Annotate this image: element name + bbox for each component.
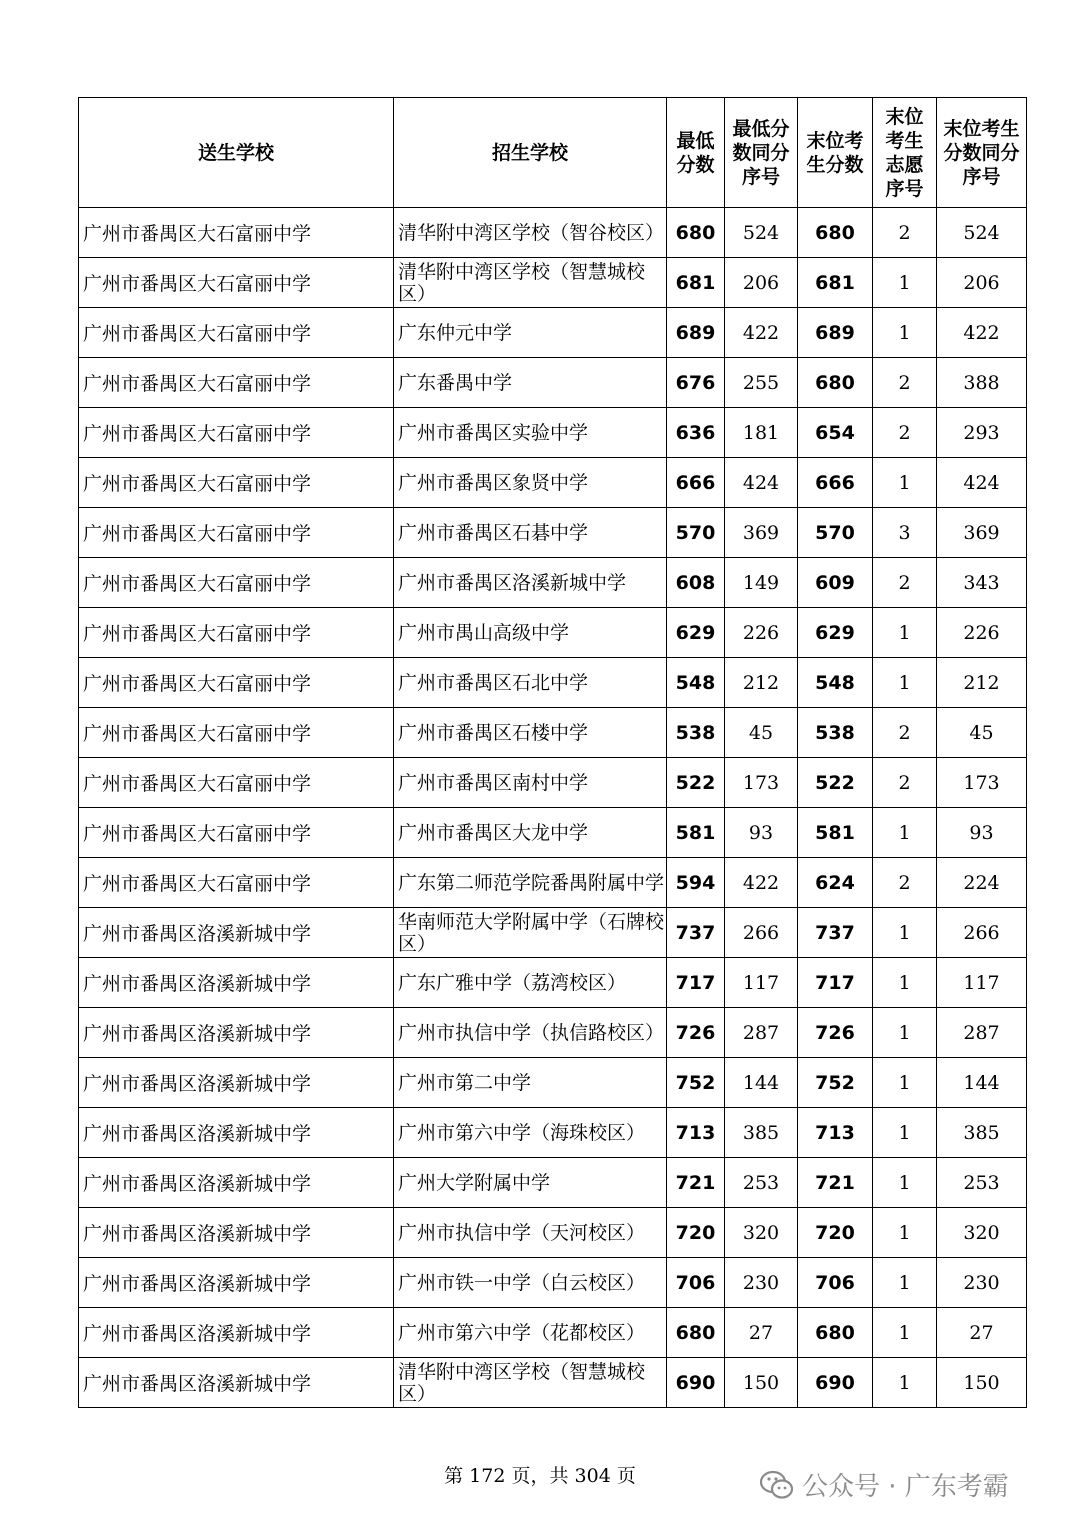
cell-last-score: 717 [798,958,873,1008]
table-row [79,358,1027,408]
cell-min-rank: 422 [725,308,798,358]
cell-admitting-school: 广州市执信中学（执信路校区） [394,1008,667,1058]
cell-last-rank: 343 [937,558,1027,608]
cell-sender-school: 广州市番禺区大石富丽中学 [79,658,394,708]
cell-sender-school: 广州市番禺区大石富丽中学 [79,608,394,658]
cell-min-rank: 230 [725,1258,798,1308]
cell-admitting-school: 广东广雅中学（荔湾校区） [394,958,667,1008]
cell-sender-school: 广州市番禺区大石富丽中学 [79,458,394,508]
cell-last-score: 570 [798,508,873,558]
table-row [79,1108,1027,1158]
cell-last-score: 713 [798,1108,873,1158]
cell-min-rank: 117 [725,958,798,1008]
cell-admitting-school: 广州市番禺区大龙中学 [394,808,667,858]
cell-admitting-school: 广州市第六中学（海珠校区） [394,1108,667,1158]
cell-last-score: 581 [798,808,873,858]
cell-last-choice: 2 [873,558,937,608]
cell-sender-school: 广州市番禺区洛溪新城中学 [79,1008,394,1058]
table-row [79,858,1027,908]
table-row [79,1058,1027,1108]
cell-last-rank: 266 [937,908,1027,958]
cell-last-score: 624 [798,858,873,908]
cell-min-score: 681 [667,258,725,308]
cell-sender-school: 广州市番禺区洛溪新城中学 [79,1358,394,1408]
cell-last-rank: 93 [937,808,1027,858]
cell-min-score: 538 [667,708,725,758]
cell-sender-school: 广州市番禺区大石富丽中学 [79,258,394,308]
cell-last-choice: 1 [873,1358,937,1408]
cell-last-choice: 2 [873,708,937,758]
cell-min-rank: 524 [725,208,798,258]
cell-admitting-school: 清华附中湾区学校（智慧城校区） [394,258,667,308]
cell-min-score: 706 [667,1258,725,1308]
cell-min-rank: 266 [725,908,798,958]
cell-last-score: 681 [798,258,873,308]
cell-last-choice: 3 [873,508,937,558]
cell-min-rank: 93 [725,808,798,858]
table-row [79,508,1027,558]
cell-admitting-school: 广东番禺中学 [394,358,667,408]
cell-min-score: 570 [667,508,725,558]
cell-min-rank: 206 [725,258,798,308]
cell-last-choice: 1 [873,908,937,958]
cell-last-rank: 424 [937,458,1027,508]
cell-admitting-school: 广州大学附属中学 [394,1158,667,1208]
table-row [79,708,1027,758]
cell-min-rank: 181 [725,408,798,458]
header-sender: 送生学校 [79,98,394,208]
cell-min-score: 594 [667,858,725,908]
cell-last-rank: 226 [937,608,1027,658]
cell-min-rank: 422 [725,858,798,908]
cell-last-score: 629 [798,608,873,658]
table-header [79,98,1027,208]
cell-min-score: 548 [667,658,725,708]
cell-sender-school: 广州市番禺区洛溪新城中学 [79,958,394,1008]
table-row [79,1358,1027,1408]
cell-last-rank: 524 [937,208,1027,258]
watermark [760,1466,1009,1503]
table-row [79,258,1027,308]
cell-last-choice: 2 [873,858,937,908]
cell-min-score: 629 [667,608,725,658]
cell-last-choice: 1 [873,1158,937,1208]
cell-min-score: 680 [667,208,725,258]
cell-min-rank: 149 [725,558,798,608]
cell-min-rank: 27 [725,1308,798,1358]
cell-last-score: 720 [798,1208,873,1258]
cell-sender-school: 广州市番禺区大石富丽中学 [79,708,394,758]
cell-min-score: 726 [667,1008,725,1058]
cell-last-rank: 253 [937,1158,1027,1208]
cell-admitting-school: 广州市番禺区洛溪新城中学 [394,558,667,608]
cell-min-rank: 385 [725,1108,798,1158]
header-last-rank: 末位考生分数同分序号 [937,98,1027,208]
cell-last-choice: 2 [873,358,937,408]
cell-min-score: 676 [667,358,725,408]
table-row [79,958,1027,1008]
cell-last-rank: 422 [937,308,1027,358]
header-min-score: 最低分数 [667,98,725,208]
cell-min-rank: 45 [725,708,798,758]
cell-last-rank: 224 [937,858,1027,908]
cell-sender-school: 广州市番禺区洛溪新城中学 [79,1308,394,1358]
cell-min-rank: 253 [725,1158,798,1208]
table-row [79,658,1027,708]
cell-last-score: 609 [798,558,873,608]
header-min-rank: 最低分数同分序号 [725,98,798,208]
cell-sender-school: 广州市番禺区洛溪新城中学 [79,1158,394,1208]
header-row [79,98,1027,208]
cell-min-score: 721 [667,1158,725,1208]
cell-last-choice: 1 [873,1058,937,1108]
cell-min-score: 690 [667,1358,725,1408]
cell-last-choice: 1 [873,608,937,658]
cell-last-rank: 320 [937,1208,1027,1258]
cell-last-score: 538 [798,708,873,758]
cell-min-score: 636 [667,408,725,458]
cell-sender-school: 广州市番禺区大石富丽中学 [79,558,394,608]
cell-admitting-school: 广州市执信中学（天河校区） [394,1208,667,1258]
cell-last-score: 721 [798,1158,873,1208]
cell-admitting-school: 广州市番禺区石北中学 [394,658,667,708]
cell-last-rank: 206 [937,258,1027,308]
cell-last-choice: 1 [873,308,937,358]
cell-min-rank: 144 [725,1058,798,1108]
cell-last-rank: 45 [937,708,1027,758]
cell-last-choice: 2 [873,408,937,458]
cell-last-choice: 1 [873,1108,937,1158]
table-row [79,458,1027,508]
cell-min-rank: 173 [725,758,798,808]
table-row [79,1158,1027,1208]
cell-last-rank: 144 [937,1058,1027,1108]
cell-last-choice: 1 [873,1308,937,1358]
cell-last-rank: 369 [937,508,1027,558]
cell-sender-school: 广州市番禺区洛溪新城中学 [79,1208,394,1258]
table-body [79,208,1027,1408]
cell-min-score: 752 [667,1058,725,1108]
cell-admitting-school: 广东第二师范学院番禺附属中学 [394,858,667,908]
cell-last-score: 737 [798,908,873,958]
cell-last-choice: 1 [873,808,937,858]
cell-last-choice: 2 [873,758,937,808]
cell-min-score: 680 [667,1308,725,1358]
cell-admitting-school: 广州市番禺区石碁中学 [394,508,667,558]
cell-last-score: 654 [798,408,873,458]
cell-last-rank: 117 [937,958,1027,1008]
cell-last-choice: 1 [873,1258,937,1308]
cell-admitting-school: 清华附中湾区学校（智谷校区） [394,208,667,258]
table-row [79,208,1027,258]
cell-last-score: 522 [798,758,873,808]
header-last-score: 末位考生分数 [798,98,873,208]
cell-last-rank: 385 [937,1108,1027,1158]
cell-last-score: 690 [798,1358,873,1408]
table-row [79,1008,1027,1058]
cell-last-rank: 173 [937,758,1027,808]
table-row [79,308,1027,358]
cell-min-score: 713 [667,1108,725,1158]
cell-last-score: 548 [798,658,873,708]
cell-admitting-school: 广州市番禺区象贤中学 [394,458,667,508]
header-school: 招生学校 [394,98,667,208]
cell-last-score: 752 [798,1058,873,1108]
cell-last-choice: 2 [873,208,937,258]
cell-min-rank: 287 [725,1008,798,1058]
cell-last-choice: 1 [873,658,937,708]
cell-last-score: 680 [798,358,873,408]
cell-last-score: 680 [798,1308,873,1358]
cell-admitting-school: 华南师范大学附属中学（石牌校区） [394,908,667,958]
cell-last-rank: 293 [937,408,1027,458]
table-row [79,758,1027,808]
cell-last-rank: 212 [937,658,1027,708]
table-row [79,1208,1027,1258]
cell-sender-school: 广州市番禺区大石富丽中学 [79,808,394,858]
cell-last-score: 689 [798,308,873,358]
table-row [79,408,1027,458]
cell-admitting-school: 清华附中湾区学校（智慧城校区） [394,1358,667,1408]
cell-admitting-school: 广州市番禺区石楼中学 [394,708,667,758]
cell-last-score: 666 [798,458,873,508]
cell-last-choice: 1 [873,958,937,1008]
cell-min-rank: 424 [725,458,798,508]
cell-sender-school: 广州市番禺区洛溪新城中学 [79,1258,394,1308]
cell-admitting-school: 广州市禺山高级中学 [394,608,667,658]
table-row [79,808,1027,858]
cell-last-choice: 1 [873,258,937,308]
cell-sender-school: 广州市番禺区大石富丽中学 [79,758,394,808]
header-last-choice: 末位考生志愿序号 [873,98,937,208]
cell-min-score: 608 [667,558,725,608]
cell-admitting-school: 广州市番禺区实验中学 [394,408,667,458]
cell-min-score: 717 [667,958,725,1008]
cell-min-rank: 369 [725,508,798,558]
cell-last-choice: 1 [873,1208,937,1258]
cell-last-rank: 287 [937,1008,1027,1058]
cell-sender-school: 广州市番禺区大石富丽中学 [79,408,394,458]
cell-sender-school: 广州市番禺区洛溪新城中学 [79,1058,394,1108]
cell-sender-school: 广州市番禺区大石富丽中学 [79,308,394,358]
table-row [79,608,1027,658]
cell-last-score: 706 [798,1258,873,1308]
page-number: 第 172 页，共 304 页 [444,1465,636,1487]
cell-sender-school: 广州市番禺区大石富丽中学 [79,208,394,258]
cell-last-rank: 150 [937,1358,1027,1408]
watermark-text: 公众号 · 广东考霸 [802,1472,1009,1502]
cell-last-choice: 1 [873,458,937,508]
cell-min-rank: 255 [725,358,798,408]
cell-sender-school: 广州市番禺区洛溪新城中学 [79,1108,394,1158]
cell-admitting-school: 广州市铁一中学（白云校区） [394,1258,667,1308]
cell-min-score: 666 [667,458,725,508]
cell-min-score: 522 [667,758,725,808]
cell-min-rank: 150 [725,1358,798,1408]
wechat-logo-icon [760,1470,794,1500]
cell-admitting-school: 广东仲元中学 [394,308,667,358]
cell-min-score: 689 [667,308,725,358]
cell-last-rank: 230 [937,1258,1027,1308]
cell-admitting-school: 广州市番禺区南村中学 [394,758,667,808]
cell-min-rank: 226 [725,608,798,658]
cell-sender-school: 广州市番禺区洛溪新城中学 [79,908,394,958]
cell-admitting-school: 广州市第六中学（花都校区） [394,1308,667,1358]
table-row [79,1258,1027,1308]
cell-last-rank: 388 [937,358,1027,408]
cell-admitting-school: 广州市第二中学 [394,1058,667,1108]
cell-last-score: 726 [798,1008,873,1058]
cell-last-choice: 1 [873,1008,937,1058]
table-row [79,1308,1027,1358]
cell-min-rank: 320 [725,1208,798,1258]
cell-last-score: 680 [798,208,873,258]
cell-sender-school: 广州市番禺区大石富丽中学 [79,358,394,408]
score-table [78,97,1027,1408]
cell-min-rank: 212 [725,658,798,708]
cell-sender-school: 广州市番禺区大石富丽中学 [79,858,394,908]
cell-min-score: 737 [667,908,725,958]
cell-min-score: 720 [667,1208,725,1258]
cell-min-score: 581 [667,808,725,858]
table-row [79,908,1027,958]
cell-last-rank: 27 [937,1308,1027,1358]
table-row [79,558,1027,608]
cell-sender-school: 广州市番禺区大石富丽中学 [79,508,394,558]
